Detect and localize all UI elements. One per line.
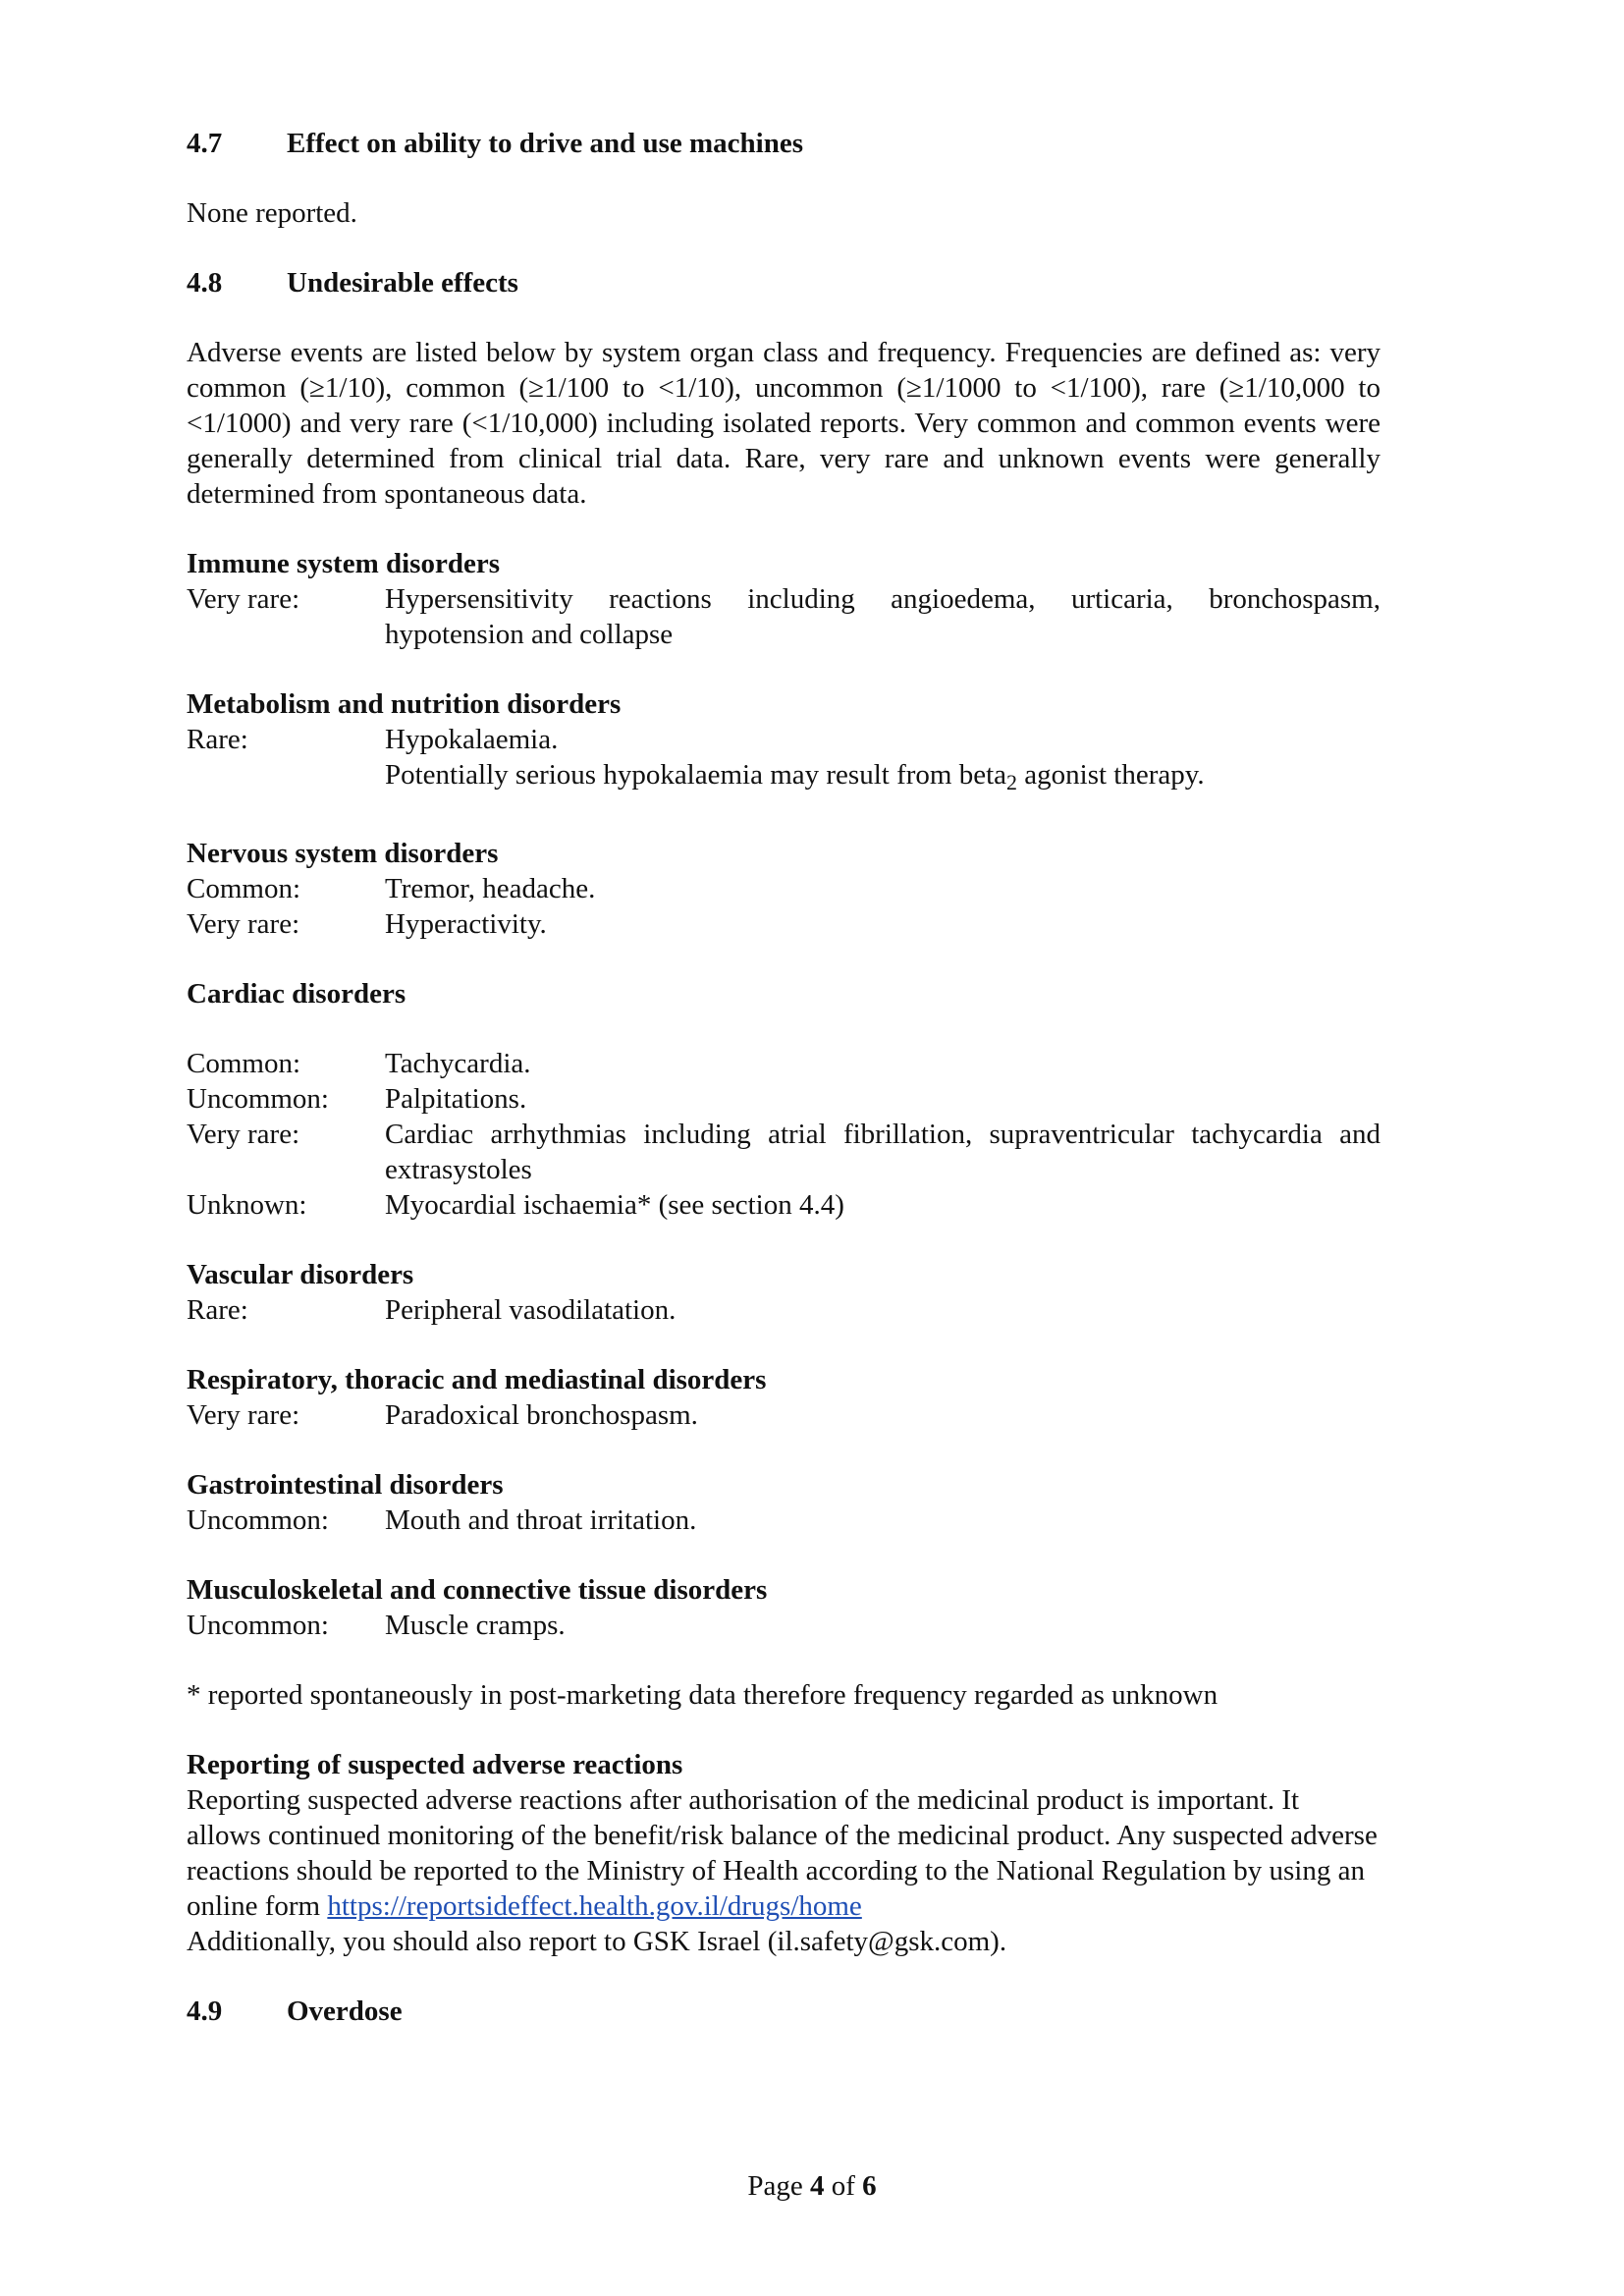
effect-text: Peripheral vasodilatation. [385, 1294, 677, 1326]
effect-text: Tachycardia. [385, 1048, 531, 1079]
section-title: Effect on ability to drive and use machines [287, 128, 804, 159]
section-number: 4.7 [187, 128, 223, 159]
frequency-label: Very rare: [187, 583, 300, 615]
frequency-label: Uncommon: [187, 1083, 329, 1115]
effect-text: Mouth and throat irritation. [385, 1504, 697, 1536]
section-number: 4.9 [187, 1995, 223, 2027]
effect-text: Myocardial ischaemia* (see section 4.4) [385, 1189, 844, 1221]
cardiac-row-3 [187, 1117, 1380, 1187]
section-title: Undesirable effects [287, 267, 518, 299]
gastro-row [187, 1503, 1380, 1538]
musculo-heading: Musculoskeletal and connective tissue disorders [187, 1574, 768, 1606]
musculo-row [187, 1608, 1380, 1643]
effect-text [385, 722, 1380, 793]
reporting-additional: Additionally, you should also report to GSK Israel (il.safety@gsk.com). [187, 1926, 1007, 1957]
frequency-label: Very rare: [187, 1119, 300, 1150]
footer-mid: of [824, 2170, 863, 2202]
effect-text: Palpitations. [385, 1083, 527, 1115]
section-4-8-intro: Adverse events are listed below by system organ class and frequency. Frequencies are defined as: very common (≥1/10), common (≥1/100 to <1/10), uncommon (≥1/1000 to <1/100), rare (≥1/10,000 to <1/1000) and very rare (<1/10,000) including isolated reports. Very common and common events were generally determined from clinical trial data. Rare, very rare and unknown events were generally determined from spontaneous data. [187, 337, 1380, 510]
respiratory-row [187, 1397, 1380, 1433]
reporting-heading: Reporting of suspected adverse reactions [187, 1749, 683, 1780]
frequency-label: Rare: [187, 724, 248, 755]
footer-prefix: Page [747, 2170, 810, 2202]
reporting-body [187, 1782, 1380, 1924]
cardiac-row-2 [187, 1081, 1380, 1117]
nervous-row-1 [187, 871, 1380, 906]
frequency-label: Uncommon: [187, 1504, 329, 1536]
frequency-label: Rare: [187, 1294, 248, 1326]
section-number: 4.8 [187, 267, 223, 299]
respiratory-heading: Respiratory, thoracic and mediastinal disorders [187, 1364, 767, 1395]
frequency-label: Unknown: [187, 1189, 307, 1221]
nervous-heading: Nervous system disorders [187, 838, 499, 869]
immune-heading: Immune system disorders [187, 548, 500, 579]
effect-text: Muscle cramps. [385, 1610, 566, 1641]
effect-text: Hyperactivity. [385, 908, 547, 940]
reporting-text: Reporting suspected adverse reactions after authorisation of the medicinal product is important. It allows continued monitoring of the benefit/risk balance of the medicinal product. Any suspected adverse reactions should be reported to the Ministry of Health according to the National Regulation by using an online form [187, 1784, 1378, 1922]
metabolism-row [187, 722, 1380, 793]
immune-row [187, 581, 1380, 652]
gastro-heading: Gastrointestinal disorders [187, 1469, 504, 1501]
frequency-label: Common: [187, 873, 301, 904]
section-title: Overdose [287, 1995, 403, 2027]
section-4-9-heading [187, 1994, 1380, 2029]
effect-text: Hypersensitivity reactions including angioedema, urticaria, bronchospasm, hypotension and collapse [385, 583, 1380, 650]
effect-line-2-pre: Potentially serious hypokalaemia may result from beta [385, 759, 1007, 791]
effect-text: Paradoxical bronchospasm. [385, 1399, 698, 1431]
subscript: 2 [1006, 770, 1018, 794]
frequency-label: Very rare: [187, 1399, 300, 1431]
vascular-heading: Vascular disorders [187, 1259, 414, 1290]
effect-text: Tremor, headache. [385, 873, 596, 904]
effect-line-2-post: agonist therapy. [1017, 759, 1205, 791]
frequency-label: Uncommon: [187, 1610, 329, 1641]
cardiac-row-4 [187, 1187, 1380, 1223]
page-footer [0, 2168, 1624, 2204]
footer-total-pages: 6 [862, 2170, 877, 2202]
cardiac-heading: Cardiac disorders [187, 978, 406, 1010]
page-content [187, 126, 1380, 2029]
cardiac-row-1 [187, 1046, 1380, 1081]
footer-current-page: 4 [809, 2170, 825, 2202]
reporting-link[interactable]: https://reportsideffect.health.gov.il/drugs/home [327, 1890, 862, 1922]
section-4-7-heading [187, 126, 1380, 161]
metabolism-heading: Metabolism and nutrition disorders [187, 688, 622, 720]
effect-text: Cardiac arrhythmias including atrial fibrillation, supraventricular tachycardia and extrasystoles [385, 1119, 1380, 1185]
section-4-8-heading [187, 265, 1380, 301]
section-4-7-body: None reported. [187, 197, 357, 229]
frequency-label: Very rare: [187, 908, 300, 940]
nervous-row-2 [187, 906, 1380, 942]
vascular-row [187, 1292, 1380, 1328]
effect-line-1: Hypokalaemia. [385, 724, 559, 755]
footnote: * reported spontaneously in post-marketing data therefore frequency regarded as unknown [187, 1679, 1218, 1711]
frequency-label: Common: [187, 1048, 301, 1079]
